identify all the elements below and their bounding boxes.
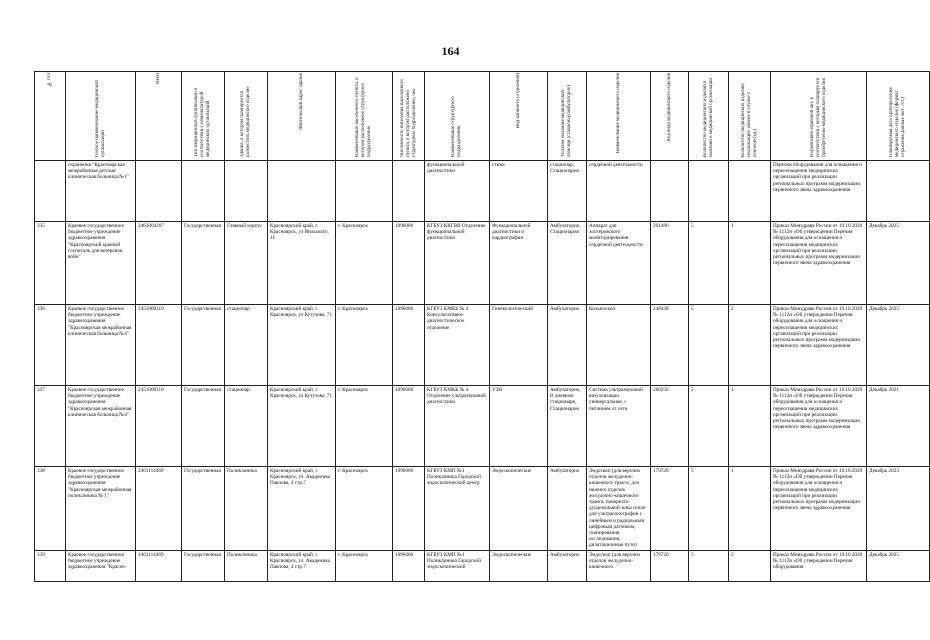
division: КГБУЗ ККГВВ Отделение функциональной диагностики bbox=[425, 222, 490, 305]
device: сердечной деятельности bbox=[587, 161, 651, 222]
org-type bbox=[182, 161, 225, 222]
inn: 2461114469 bbox=[136, 550, 182, 581]
header-cell: Здание, в котором планируется разместить медицинское изделие bbox=[225, 72, 268, 161]
header-cell: Тип медицинской организации в соответствии с номенклатурой медицинских организаций bbox=[182, 72, 225, 161]
cabinet: Функциональной диагностики и кардиографии bbox=[490, 222, 548, 305]
device: Система ультразвуковой визуализации универсальная, с питанием от сети bbox=[587, 386, 651, 467]
device-qty bbox=[689, 161, 729, 222]
header-cell: Фактический адрес здания bbox=[268, 72, 336, 161]
row-number: 339 bbox=[35, 550, 66, 581]
org-type: Государственная bbox=[182, 305, 225, 386]
device-code: 291480 bbox=[651, 222, 689, 305]
header-cell: ИНН bbox=[136, 72, 182, 161]
division: КГБУЗ КМКБ № 4 Консультативно-диагностическое отделение bbox=[425, 305, 490, 386]
org-name: Краевое государственное бюджетное учреждение здравоохранения "Красноярская межрайонная поликлиника № 1" bbox=[66, 467, 136, 551]
building bbox=[225, 161, 268, 222]
conditions: Амбулаторно bbox=[548, 305, 587, 386]
org-type: Государственная bbox=[182, 467, 225, 551]
population: 1096086 bbox=[393, 467, 425, 551]
conditions: Амбулаторно bbox=[548, 550, 587, 581]
device-code: 260250 bbox=[651, 386, 689, 467]
page-number: 164 bbox=[441, 44, 460, 58]
header-cell: Нормативно-правовой акт, в соответствии с которым планируется приобретение медицинского изделия bbox=[771, 72, 867, 161]
row-number bbox=[35, 161, 66, 222]
replace-qty: 1 bbox=[729, 467, 771, 551]
locality: г. Красноярск bbox=[336, 222, 393, 305]
inn: 2451000110 bbox=[136, 305, 182, 386]
org-type: Государственная bbox=[182, 386, 225, 467]
cabinet: Эндоскопические bbox=[490, 550, 548, 581]
header-cell: Код вида медицинского изделия bbox=[651, 72, 689, 161]
header-cell: Полное наименование медицинской организации bbox=[66, 72, 136, 161]
org-name: Краевое государственное бюджетное учреждение здравоохранения "Красно- bbox=[66, 550, 136, 581]
table-row bbox=[35, 386, 930, 467]
device: Аппарат для холтеровского мониторирования сердечной деятельности bbox=[587, 222, 651, 305]
replace-qty: 1 bbox=[729, 222, 771, 305]
locality: г. Красноярск bbox=[336, 305, 393, 386]
device-code: 248430 bbox=[651, 305, 689, 386]
population: 1096086 bbox=[393, 222, 425, 305]
header-cell: Вид кабинета (отделения) bbox=[490, 72, 548, 161]
row-number: 338 bbox=[35, 467, 66, 551]
address: Красноярский край, г. Красноярск, ул. Академика Павлова, 4 стр.7 bbox=[268, 550, 336, 581]
purchase-date: Декабрь 2025 bbox=[867, 550, 930, 581]
population: 1096086 bbox=[393, 550, 425, 581]
address: Красноярский край, г. Красноярск, ул Вильского, 11 bbox=[268, 222, 336, 305]
table-row bbox=[35, 467, 930, 551]
cabinet: Гинекологический bbox=[490, 305, 548, 386]
device-code bbox=[651, 161, 689, 222]
header-cell: Наименование структурного подразделения bbox=[425, 72, 490, 161]
locality: г. Красноярск bbox=[336, 550, 393, 581]
device-code: 179720 bbox=[651, 550, 689, 581]
address: Красноярский край, г. Красноярск, ул. Академика Павлова, 4 стр.7 bbox=[268, 467, 336, 551]
header-cell: Численность населения населенного пункта, в котором расположено структурное подразделение, чел bbox=[393, 72, 425, 161]
purchase-date bbox=[867, 161, 930, 222]
building: Поликлиника bbox=[225, 550, 268, 581]
locality: г. Красноярск bbox=[336, 386, 393, 467]
population: 1096086 bbox=[393, 305, 425, 386]
address bbox=[268, 161, 336, 222]
header-cell: № п/п bbox=[35, 72, 66, 161]
legal-act: Приказ Минздрава России от 19.10.2020 № 1112н «Об утверждении Перечня оборудования для оснащения и переоснащения медицинских организаций при реализации региональных программ модернизации первичного звена здравоохранения bbox=[771, 467, 867, 551]
header-row bbox=[35, 72, 930, 161]
device-qty: 5 bbox=[689, 222, 729, 305]
row-number: 336 bbox=[35, 305, 66, 386]
device: Кольпоскоп bbox=[587, 305, 651, 386]
inn: 2463004207 bbox=[136, 222, 182, 305]
replace-qty bbox=[729, 161, 771, 222]
cabinet: Эндоскопические bbox=[490, 467, 548, 551]
purchase-date: Декабрь 2025 bbox=[867, 305, 930, 386]
device-qty: 5 bbox=[689, 550, 729, 581]
table-row bbox=[35, 305, 930, 386]
replace-qty: 2 bbox=[729, 550, 771, 581]
conditions: Амбулаторно, В дневном стационаре, Стационарно bbox=[548, 386, 587, 467]
division: функциональной диагностики bbox=[425, 161, 490, 222]
purchase-date: Декабрь 2021 bbox=[867, 386, 930, 467]
conditions: Амбулаторно bbox=[548, 467, 587, 551]
inn: 2461114469 bbox=[136, 467, 182, 551]
conditions: стационар, Стационарно bbox=[548, 161, 587, 222]
device-code: 179720 bbox=[651, 467, 689, 551]
header-cell: Количество медицинских изделий, подлежащих замене в случае с износом (ед.) bbox=[729, 72, 771, 161]
cabinet: УЗИ bbox=[490, 386, 548, 467]
header-cell: Наименование населенного пункта, в котором расположено структурное подразделение bbox=[336, 72, 393, 161]
header-cell: Условия оказания медицинской помощи (стационар/амбулаторно) bbox=[548, 72, 587, 161]
org-name: Краевое государственное бюджетное учреждение здравоохранения "Красноярская межрайонная клиническая больница №4" bbox=[66, 305, 136, 386]
inn bbox=[136, 161, 182, 222]
division: КГБУЗ КМП №1 Поликлиника Городской эндоскопический центр bbox=[425, 467, 490, 551]
locality: г. Красноярск bbox=[336, 467, 393, 551]
replace-qty: 1 bbox=[729, 386, 771, 467]
table-row bbox=[35, 222, 930, 305]
building: стационар bbox=[225, 305, 268, 386]
device-qty: 2 bbox=[689, 386, 729, 467]
device-qty: 5 bbox=[689, 305, 729, 386]
division: КГБУЗ КМП №1 Поликлиника Городской эндоскопический bbox=[425, 550, 490, 581]
inn: 2451000110 bbox=[136, 386, 182, 467]
org-name: Краевое государственное бюджетное учреждение здравоохранения "Красноярский краевой госпиталь для ветеранов войн" bbox=[66, 222, 136, 305]
division: КГБУЗ КМКБ № 4 Отделение ультразвуковой диагностики bbox=[425, 386, 490, 467]
replace-qty: 2 bbox=[729, 305, 771, 386]
equipment-table bbox=[34, 71, 930, 582]
legal-act: Приказ Минздрава России от 19.10.2020 № 1112н «Об утверждении Перечня оборудования bbox=[771, 550, 867, 581]
device-qty: 5 bbox=[689, 467, 729, 551]
locality bbox=[336, 161, 393, 222]
legal-act: Перечня оборудования для оснащения и переоснащения медицинских организаций при реализации региональных программ модернизации первичного звена здравоохранения bbox=[771, 161, 867, 222]
org-name: Краевое государственное бюджетное учреждение здравоохранения "Красноярская межрайонная клиническая больница №4" bbox=[66, 386, 136, 467]
building: Главный корпус bbox=[225, 222, 268, 305]
row-number: 337 bbox=[35, 386, 66, 467]
cabinet: стики bbox=[490, 161, 548, 222]
building: Поликлиника bbox=[225, 467, 268, 551]
org-type: Государственная bbox=[182, 222, 225, 305]
legal-act: Приказ Минздрава России от 19.10.2020 № 1112н «Об утверждении Перечня оборудования для оснащения и переоснащения медицинских организаций при реализации региональных программ модернизации первичного звена здравоохранения bbox=[771, 305, 867, 386]
population bbox=[393, 161, 425, 222]
address: Красноярский край, г. Красноярск, ул Кутузова, 71 bbox=[268, 386, 336, 467]
device: Эндоскоп (для верхних отделов желудочно-кишечного тракта, для нижних отделов желудочно-кишечного тракта, панкреато-дуоденальной зоны и/или для ультрасонографии с линейным и радиальным цифровым датчиком, сканирования исследования, дилатационные пути) bbox=[587, 467, 651, 551]
purchase-date: Декабрь 2023 bbox=[867, 467, 930, 551]
table-row bbox=[35, 161, 930, 222]
table-row bbox=[35, 550, 930, 581]
device: Эндоскоп (для верхних отделов желудочно-кишечного bbox=[587, 550, 651, 581]
address: Красноярский край, г. Красноярск, ул Кутузова, 71 bbox=[268, 305, 336, 386]
header-cell: Наименование медицинского изделия bbox=[587, 72, 651, 161]
building: стационар bbox=[225, 386, 268, 467]
header-cell: Планируемая дата приобретения медицинского изделия (формат отражения данных мес. ггг.) bbox=[867, 72, 930, 161]
row-number: 335 bbox=[35, 222, 66, 305]
conditions: Амбулаторно, Стационарно bbox=[548, 222, 587, 305]
population: 1096086 bbox=[393, 386, 425, 467]
purchase-date: Декабрь 2025 bbox=[867, 222, 930, 305]
org-type: Государственная bbox=[182, 550, 225, 581]
header-cell: Количество медицинских изделий в наличии в медицинской организации bbox=[689, 72, 729, 161]
org-name: охранения "Красноярская межрайонная детская клиническая больница №1" bbox=[66, 161, 136, 222]
legal-act: Приказ Минздрава России от 19.10.2020 № 1112н «Об утверждении Перечня оборудования для оснащения и переоснащения медицинских организаций при реализации региональных программ модернизации первичного звена здравоохранения bbox=[771, 386, 867, 467]
legal-act: Приказ Минздрава России от 19.10.2020 № 1112н «Об утверждении Перечня оборудования для оснащения и переоснащения медицинских организаций при реализации региональных программ модернизации первичного звена здравоохранения bbox=[771, 222, 867, 305]
